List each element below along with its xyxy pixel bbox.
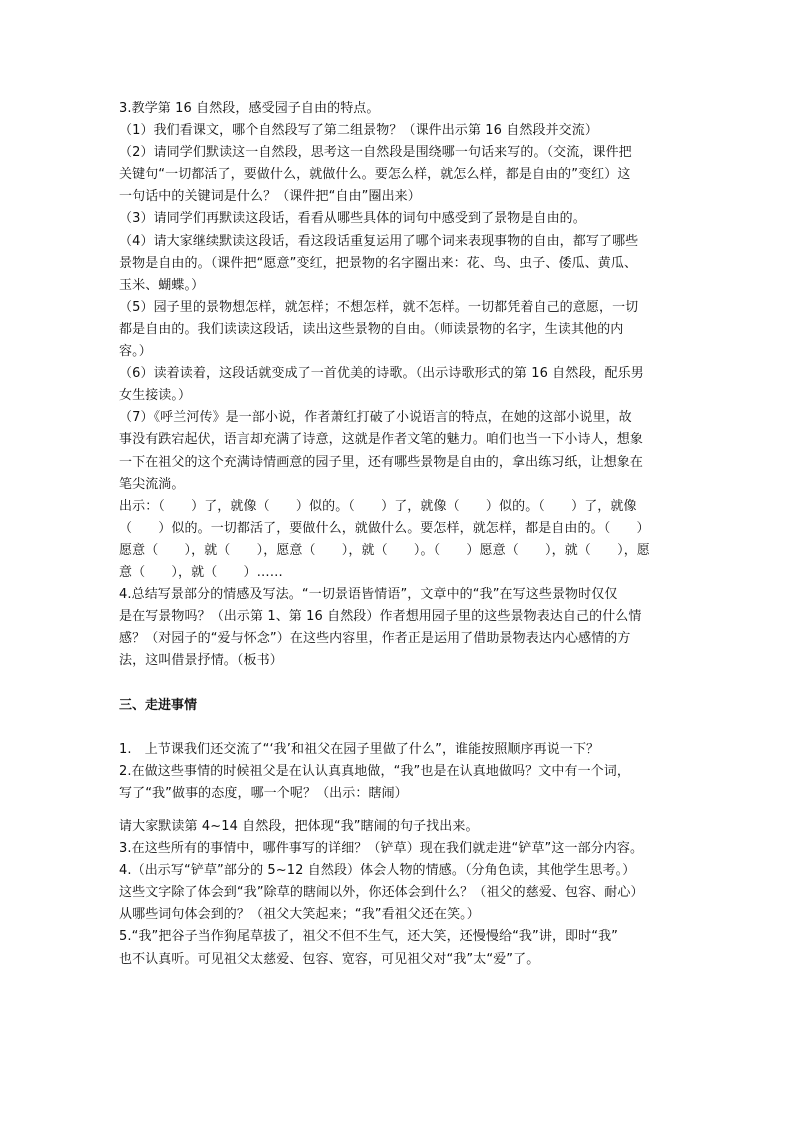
text-line: 这些文字除了体会到“我”除草的瞎闹以外，你还体会到什么？（祖父的慈爱、包容、耐心） xyxy=(119,885,644,901)
text-line: 意（ ），就（ ）…… xyxy=(119,564,283,580)
text-line: 玉米、蝴蝶。） xyxy=(119,277,205,293)
text-line: 女生接读。） xyxy=(119,388,192,404)
text-line: 5.“我”把谷子当作狗尾草拔了，祖父不但不生气，还大笑，还慢慢给“我”讲，即时“我” xyxy=(119,929,619,945)
text-line: 从哪些词句体会到的？（祖父大笑起来；“我”看祖父还在笑。） xyxy=(119,907,480,923)
text-line: （2）请同学们默读这一自然段，思考这一自然段是围绕哪一句话来写的。（交流，课件把 xyxy=(119,145,632,161)
text-line: 1. 上节课我们还交流了“‘我’和祖父在园子里做了什么”，谁能按照顺序再说一下？ xyxy=(119,741,600,757)
text-line: 感？（对园子的“爱与怀念”）在这些内容里，作者正是运用了借助景物表达内心感情的方 xyxy=(119,631,631,647)
document-body xyxy=(119,98,679,971)
text-line: 景物是自由的。（课件把“愿意”变红，把景物的名字圈出来：花、鸟、虫子、倭瓜、黄瓜、 xyxy=(119,255,638,271)
text-line: 2.在做这些事情的时候祖父是在认认真真地做，“我”也是在认真地做吗？文中有一个词， xyxy=(119,763,630,779)
text-line: 也不认真听。可见祖父太慈爱、包容、宽容，可见祖父对“我”太“爱”了。 xyxy=(119,951,540,967)
text-line: 请大家默读第 4~14 自然段，把体现“我”瞎闹的句子找出来。 xyxy=(119,819,479,834)
text-line: 一下在祖父的这个充满诗情画意的园子里，还有哪些景物是自由的，拿出练习纸，让想象在 xyxy=(119,454,644,470)
text-line: （7）《呼兰河传》是一部小说，作者萧红打破了小说语言的特点，在她的这部小说里，故 xyxy=(119,410,632,426)
spacer xyxy=(119,717,679,739)
text-line: 4.（出示写“铲草”部分的 5~12 自然段）体会人物的情感。（分角色读，其他学生思考。） xyxy=(119,863,636,879)
text-line: 4.总结写景部分的情感及写法。“一切景语皆情语”，文章中的“我”在写这些景物时仅仅 xyxy=(119,587,618,603)
text-line: 容。） xyxy=(119,344,152,360)
text-line: （4）请大家继续默读这段话，看这段话重复运用了哪个词来表现事物的自由，都写了哪些 xyxy=(119,233,639,249)
text-line: （3）请同学们再默读这段话，看看从哪些具体的词句中感受到了景物是自由的。 xyxy=(119,211,586,227)
text-line: 事没有跌宕起伏，语言却充满了诗意，这就是作者文笔的魅力。咱们也当一下小诗人，想象 xyxy=(119,432,644,448)
spacer xyxy=(119,805,679,816)
text-line: （ ）似的。一切都活了，要做什么，就做什么。要怎样，就怎样，都是自由的。（ ） xyxy=(119,520,650,536)
text-line: （6）读着读着，这段话就变成了一首优美的诗歌。（出示诗歌形式的第 16 自然段，配乐男 xyxy=(119,366,644,382)
text-line: 3.教学第 16 自然段，感受园子自由的特点。 xyxy=(119,101,380,116)
text-line: 是在写景物吗？（出示第 1、第 16 自然段）作者想用园子里的这些景物表达自己的什么情 xyxy=(119,609,642,625)
text-line: （5）园子里的景物想怎样，就怎样；不想怎样，就不怎样。一切都凭着自己的意愿，一切 xyxy=(119,299,639,315)
text-line: 法，这叫借景抒情。（板书） xyxy=(119,653,283,669)
text-line: 都是自由的。我们读读这段话，读出这些景物的自由。（师读景物的名字，生读其他的内 xyxy=(119,321,624,337)
text-line: 愿意（ ），就（ ），愿意（ ），就（ ）。（ ）愿意（ ），就（ ），愿 xyxy=(119,542,650,558)
text-line: 关键句“一切都活了，要做什么，就做什么。要怎么样，就怎么样，都是自由的”变红）这 xyxy=(119,167,631,183)
text-line: 3.在这些所有的事情中，哪件事写的详细？（铲草）现在我们就走进“铲草”这一部分内容。 xyxy=(119,841,644,857)
text-line: 笔尖流淌。 xyxy=(119,476,185,492)
text-line: （1）我们看课文，哪个自然段写了第二组景物？（课件出示第 16 自然段并交流） xyxy=(119,123,598,139)
text-line: 一句话中的关键词是什么？（课件把“自由”圈出来） xyxy=(119,189,421,205)
section-heading: 三、走进事情 xyxy=(119,697,198,713)
text-line: 写了“我”做事的态度，哪一个呢？（出示：瞎闹） xyxy=(119,785,408,801)
text-line: 出示：（ ）了，就像（ ）似的。（ ）了，就像（ ）似的。（ ）了，就像 xyxy=(119,498,637,514)
spacer xyxy=(119,672,679,694)
